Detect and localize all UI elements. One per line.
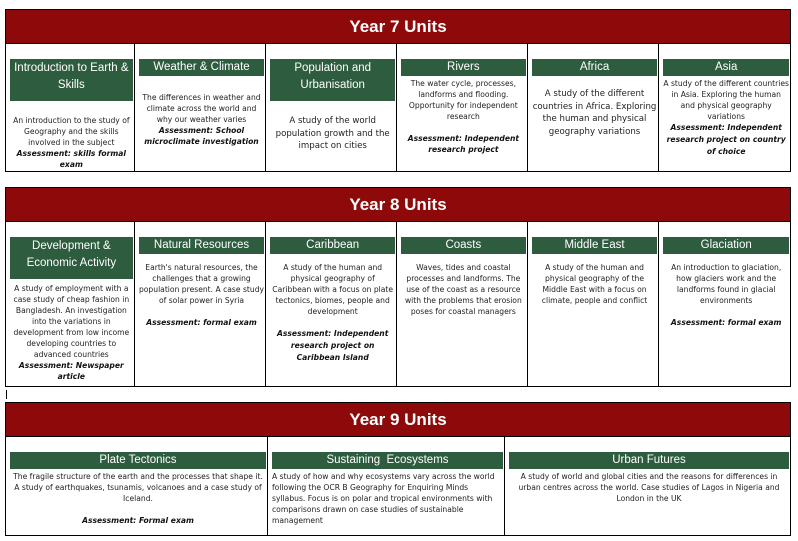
unit-development-economic-activity <box>6 222 135 386</box>
unit-assessment: Assessment: Independent research project <box>407 134 520 154</box>
unit-description: The fragile structure of the earth and the processes that shape it. A study of earthquakes, tsunamis, volcanoes and a case study of Iceland. <box>13 472 263 503</box>
unit-assessment: Assessment: skills formal exam <box>16 149 126 169</box>
unit-assessment: Assessment: Independent research project on country of choice <box>666 123 786 156</box>
unit-title: Sustaining Ecosystems <box>272 452 503 469</box>
unit-description: An introduction to the study of Geography and the skills involved in the subject <box>13 116 130 147</box>
unit-title: Rivers <box>401 59 526 76</box>
unit-description: An introduction to glaciation, how glaciers work and the landforms found in glacial environments <box>671 263 782 305</box>
unit-description: A study of how and why ecosystems vary across the world following the OCR B Geography for Enquiring Minds syllabus. Focus is on polar and tropical environments with comparisons drawn on case studies of sustainable management <box>272 472 495 525</box>
unit-title: Population and Urbanisation <box>270 59 395 101</box>
unit-title: Glaciation <box>663 237 789 254</box>
unit-urban-futures <box>505 437 790 535</box>
unit-plate-tectonics <box>6 437 268 535</box>
unit-assessment: Assessment: Independent research project on Caribbean Island <box>277 329 389 362</box>
year-9-section <box>5 402 791 536</box>
year-7-title: Year 7 Units <box>6 10 790 44</box>
unit-title: Introduction to Earth & Skills <box>10 59 133 101</box>
unit-population-urbanisation <box>266 44 397 171</box>
unit-africa <box>528 44 660 171</box>
unit-title: Africa <box>532 59 658 76</box>
unit-asia <box>659 44 790 171</box>
unit-title: Urban Futures <box>509 452 789 469</box>
unit-title: Caribbean <box>270 237 395 254</box>
unit-title: Coasts <box>401 237 526 254</box>
unit-title: Asia <box>663 59 789 76</box>
unit-title: Natural Resources <box>139 237 265 254</box>
unit-rivers <box>397 44 528 171</box>
unit-glaciation <box>659 222 790 386</box>
unit-description: A study of the human and physical geography of the Middle East with a focus on climate, people and conflict <box>541 263 648 305</box>
unit-caribbean <box>266 222 397 386</box>
year-8-section <box>5 187 791 387</box>
unit-title: Weather & Climate <box>139 59 265 76</box>
unit-description: A study of employment with a case study of cheap fashion in Bangladesh. An investigation into the variations in development from low income developing countries to advanced countries <box>13 284 130 359</box>
unit-description: A study of the human and physical geography of Caribbean with a focus on plate tectonics, biomes, people and development <box>272 263 394 316</box>
unit-description: The differences in weather and climate across the world and why our weather varies <box>142 93 261 124</box>
unit-assessment: Assessment: formal exam <box>670 318 782 327</box>
text-cursor <box>6 390 7 399</box>
unit-natural-resources <box>135 222 267 386</box>
unit-assessment: Assessment: formal exam <box>146 318 257 327</box>
year-7-section <box>5 9 791 172</box>
unit-description: A study of world and global cities and the reasons for differences in urban centres across the world. Case studies of Lagos in Nigeria and London in the UK <box>518 472 780 503</box>
unit-weather-climate <box>135 44 267 171</box>
year-9-title: Year 9 Units <box>6 403 790 437</box>
unit-description: Earth's natural resources, the challenges that a growing population present. A case study of solar power in Syria <box>138 263 265 305</box>
unit-assessment: Assessment: School microclimate investigation <box>144 126 259 146</box>
unit-middle-east <box>528 222 660 386</box>
unit-description: A study of the different countries in Africa. Exploring the human and physical geography variations <box>532 89 657 137</box>
unit-title: Plate Tectonics <box>10 452 266 469</box>
unit-assessment: Assessment: Formal exam <box>82 516 194 525</box>
unit-intro-earth-skills <box>6 44 135 171</box>
unit-description: Waves, tides and coastal processes and landforms. The use of the coast as a resource with the problems that erosion poses for coastal managers <box>404 263 522 316</box>
unit-description: The water cycle, processes, landforms and flooding. Opportunity for independent research <box>408 79 518 121</box>
unit-title: Middle East <box>532 237 658 254</box>
unit-sustaining-ecosystems <box>268 437 505 535</box>
unit-description: A study of the world population growth and the impact on cities <box>275 116 390 151</box>
unit-coasts <box>397 222 528 386</box>
unit-description: A study of the different countries in Asia. Exploring the human and physical geography variations <box>663 79 790 121</box>
unit-assessment: Assessment: Newspaper article <box>18 361 124 381</box>
unit-title: Development & Economic Activity <box>10 237 133 279</box>
year-8-title: Year 8 Units <box>6 188 790 222</box>
